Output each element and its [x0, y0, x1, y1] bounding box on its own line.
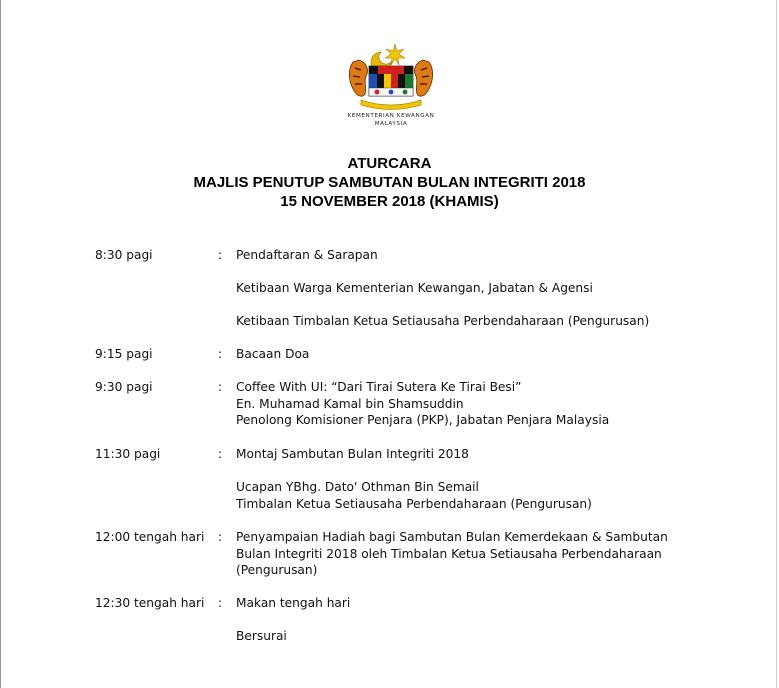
- agenda-time: 12:00 tengah hari: [95, 530, 205, 544]
- agenda-entry-line: Ketibaan Timbalan Ketua Setiausaha Perbendaharaan (Pengurusan): [236, 314, 650, 328]
- ministry-name: [336, 112, 446, 128]
- ministry-name-line2: MALAYSIA: [374, 121, 408, 127]
- agenda-entry: [236, 379, 706, 429]
- agenda-entry-line: Penyampaian Hadiah bagi Sambutan Bulan Kemerdekaan & Sambutan: [236, 530, 668, 544]
- agenda-entry-line: (Pengurusan): [236, 563, 318, 577]
- agenda-entry-line: Penolong Komisioner Penjara (PKP), Jabatan Penjara Malaysia: [236, 413, 610, 427]
- agenda-separator: :: [218, 596, 223, 610]
- agenda-separator: :: [218, 347, 223, 361]
- agenda-time: 9:30 pagi: [95, 380, 153, 394]
- agenda-entry-line: Timbalan Ketua Setiausaha Perbendaharaan (Pengurusan): [236, 496, 592, 511]
- agenda-entry-line: Bersurai: [236, 629, 287, 643]
- agenda-entry: [236, 479, 706, 512]
- agenda-time: 12:30 tengah hari: [95, 596, 205, 610]
- agenda-separator: :: [218, 248, 223, 262]
- agenda-time: 9:15 pagi: [95, 347, 153, 361]
- agenda-entry: [236, 313, 706, 330]
- document-title: [1, 154, 778, 211]
- agenda-separator: :: [218, 380, 223, 394]
- agenda-entry-line: En. Muhamad Kamal bin Shamsuddin: [236, 396, 464, 411]
- agenda-entry-line: Montaj Sambutan Bulan Integriti 2018: [236, 447, 469, 461]
- agenda-entry-line: Bacaan Doa: [236, 347, 310, 361]
- ministry-header: [336, 40, 446, 128]
- agenda-entry: [236, 446, 706, 463]
- agenda-entry-line: Makan tengah hari: [236, 596, 351, 610]
- malaysia-coat-of-arms-icon: [345, 40, 437, 110]
- agenda-entry: [236, 595, 706, 612]
- agenda-separator: :: [218, 530, 223, 544]
- agenda-time: 11:30 pagi: [95, 447, 161, 461]
- agenda-separator: :: [218, 447, 223, 461]
- agenda-entry-line: Bulan Integriti 2018 oleh Timbalan Ketua Setiausaha Perbendaharaan: [236, 546, 662, 561]
- agenda-entry: [236, 247, 706, 264]
- agenda-entry-line: Ucapan YBhg. Dato' Othman Bin Semail: [236, 480, 479, 494]
- title-line1: ATURCARA: [347, 155, 432, 172]
- agenda-entry-line: Ketibaan Warga Kementerian Kewangan, Jabatan & Agensi: [236, 281, 593, 295]
- title-line2: MAJLIS PENUTUP SAMBUTAN BULAN INTEGRITI 2018: [193, 174, 586, 191]
- agenda-entry: [236, 628, 706, 645]
- agenda-entry-line: Pendaftaran & Sarapan: [236, 248, 378, 262]
- agenda-entry: [236, 280, 706, 297]
- title-line3: 15 NOVEMBER 2018 (KHAMIS): [280, 193, 499, 210]
- agenda-entry-line: Coffee With UI: “Dari Tirai Sutera Ke Tirai Besi”: [236, 380, 522, 394]
- ministry-name-line1: KEMENTERIAN KEWANGAN: [347, 113, 435, 119]
- agenda-entry: [236, 529, 706, 579]
- agenda-entry: [236, 346, 706, 363]
- agenda-time: 8:30 pagi: [95, 248, 153, 262]
